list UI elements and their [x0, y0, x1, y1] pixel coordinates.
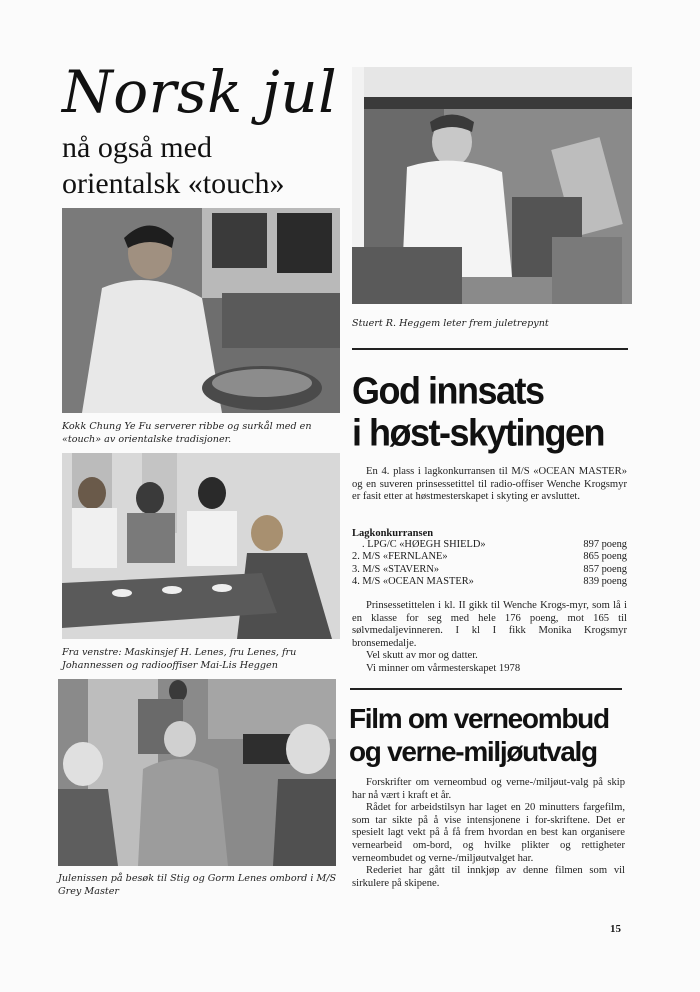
results-heading: Lagkonkurransen	[352, 528, 434, 539]
photo-steward	[352, 67, 632, 304]
result-score: 865 poeng	[583, 551, 627, 563]
body-paragraph: Prinsessetittelen i kl. II gikk til Wenche Krogs-myr, som lå i en klasse for seg med hele 176 poeng, mot 165 til sølvmedaljevinneren. I kl I fikk Monika Krogsmyr bronsemedalje.	[352, 600, 627, 649]
divider-rule	[352, 348, 628, 350]
article-title: Norsk jul	[62, 58, 338, 126]
result-name: 3. M/S «STAVERN»	[352, 563, 440, 575]
divider-rule	[350, 688, 622, 690]
photo-table-caption: Fra venstre: Maskinsjef H. Lenes, fru Lenes, fru Johannessen og radiooffiser Mai-Lis Heggen	[62, 647, 297, 671]
photo-chef	[62, 208, 340, 413]
article-body	[352, 600, 627, 676]
result-name: 4. M/S «OCEAN MASTER»	[352, 576, 474, 588]
intro-paragraph: En 4. plass i lagkonkurransen til M/S «OCEAN MASTER» og en suveren prinsessetittel til radio-offiser Wenche Krogsmyr er fasit etter at høstmesterskapet i skyting er avsluttet.	[352, 466, 627, 503]
article-intro	[352, 466, 627, 504]
heading-line-1: Film om verneombud	[349, 703, 609, 734]
result-name: . LPG/C «HØEGH SHIELD»	[362, 539, 486, 550]
photo-santa-caption: Julenissen på besøk til Stig og Gorm Lenes ombord i M/S Grey Master	[58, 873, 337, 897]
result-row	[352, 539, 627, 551]
photo-steward-caption: Stuert R. Heggem leter frem juletrepynt	[352, 318, 549, 329]
results-table	[352, 528, 627, 589]
article-heading	[349, 702, 634, 768]
body-paragraph: Rådet for arbeidstilsyn har laget en 20 minutters fargefilm, som tar sikte på å vise intensjonene i for-skriftene. Det er spesielt lagt vekt på å få frem hvordan en best kan organisere vernearbeid om-bord, og hvilke plikter og rettigheter verneombudet og verne-/miljøutvalget har.	[352, 802, 625, 864]
article-subtitle	[62, 130, 284, 202]
photo-table	[62, 453, 340, 639]
result-row	[352, 576, 627, 588]
body-paragraph: Vi minner om vårmesterskapet 1978	[366, 662, 521, 674]
article-heading	[352, 370, 632, 454]
result-score: 897 poeng	[583, 539, 627, 550]
subtitle-line-2: orientalsk «touch»	[62, 167, 285, 200]
result-name: 2. M/S «FERNLANE»	[352, 551, 448, 563]
photo-santa	[58, 679, 336, 866]
page-number: 15	[610, 923, 621, 935]
result-score: 839 poeng	[583, 576, 627, 588]
photo-chef-caption: Kokk Chung Ye Fu serverer ribbe og surkål med en «touch» av orientalske tradisjoner.	[62, 421, 312, 445]
body-paragraph: Vel skutt av mor og datter.	[366, 650, 478, 662]
body-paragraph: Rederiet har gått til innkjøp av denne filmen som vil sirkulere på skipene.	[352, 865, 625, 889]
subtitle-line-1: nå også med	[62, 131, 212, 164]
body-paragraph: Forskrifter om verneombud og verne-/miljøut-valg på skip har nå vært i kraft et år.	[352, 777, 625, 801]
heading-line-2: og verne-miljøutvalg	[349, 736, 597, 767]
result-row	[352, 551, 627, 563]
article-body	[352, 777, 625, 890]
heading-line-1: God innsats	[352, 368, 544, 412]
heading-line-2: i høst-skytingen	[352, 410, 605, 454]
result-score: 857 poeng	[583, 563, 627, 575]
result-row	[352, 564, 627, 576]
